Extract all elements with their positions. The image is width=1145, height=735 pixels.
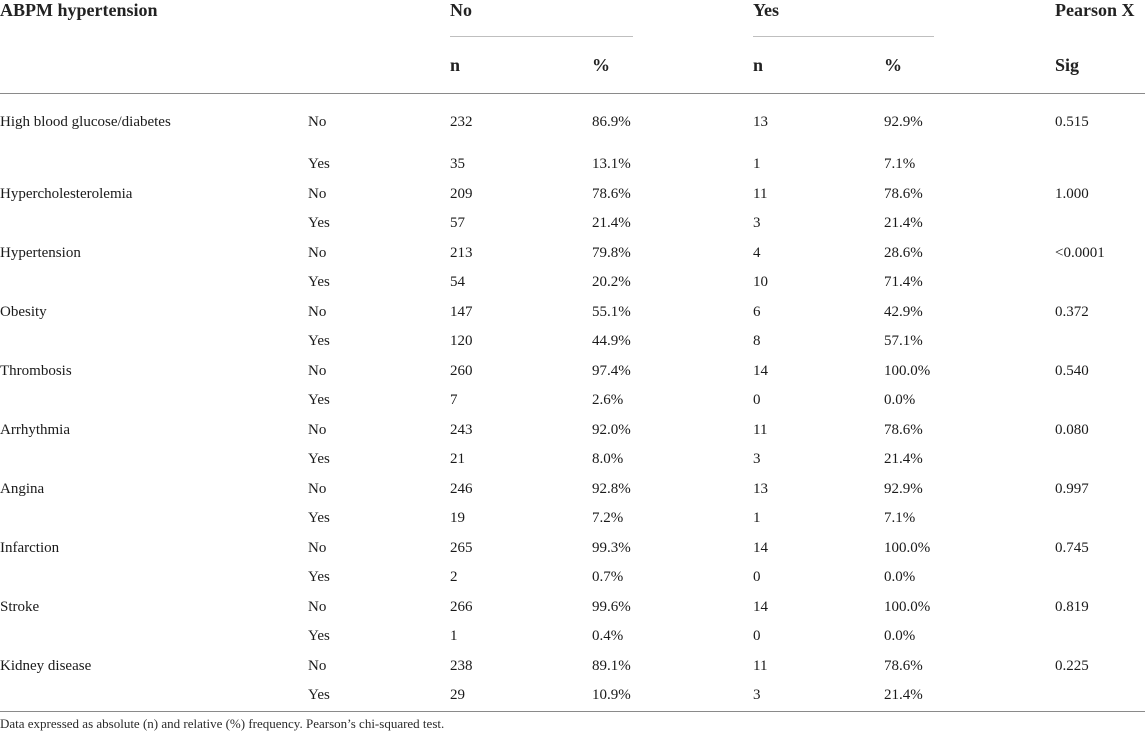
n-no-cell: 54 [450, 274, 465, 291]
condition-cell [0, 504, 308, 534]
pct-no-cell: 99.6% [592, 598, 631, 615]
level-cell: Yes [308, 156, 330, 173]
table-footnote: Data expressed as absolute (n) and relative (%) frequency. Pearson’s chi-squared test. [0, 716, 445, 731]
sig-cell [1055, 681, 1145, 711]
condition-cell [0, 209, 308, 239]
n-yes-cell: 14 [753, 598, 768, 615]
n-yes-cell: 4 [753, 244, 761, 261]
pct-no-cell: 0.4% [592, 628, 624, 645]
sig-cell [1055, 563, 1145, 593]
sig-cell [1055, 445, 1145, 475]
table-row [0, 445, 1145, 475]
sig-cell [1055, 268, 1145, 298]
n-yes-cell: 13 [753, 480, 768, 497]
sig-cell: 0.540 [1055, 362, 1089, 379]
pct-no-cell: 20.2% [592, 274, 631, 291]
n-yes-cell: 3 [753, 451, 761, 468]
n-no-cell: 1 [450, 628, 458, 645]
sig-cell [1055, 386, 1145, 416]
group-no-underline [450, 36, 633, 37]
pct-no-cell: 99.3% [592, 539, 631, 556]
n-no-cell: 213 [450, 244, 473, 261]
condition-cell [0, 268, 308, 298]
pct-no-cell: 86.9% [592, 113, 631, 130]
pct-no-cell: 13.1% [592, 156, 631, 173]
condition-cell: Kidney disease [0, 657, 92, 674]
sig-cell: 0.745 [1055, 539, 1089, 556]
pct-no-cell: 92.0% [592, 421, 631, 438]
n-no-cell: 260 [450, 362, 473, 379]
pct-no-cell: 44.9% [592, 333, 631, 350]
header-sig: Sig [1055, 37, 1145, 94]
n-yes-cell: 1 [753, 510, 761, 527]
table-row [0, 504, 1145, 534]
level-cell: Yes [308, 215, 330, 232]
n-yes-cell: 14 [753, 362, 768, 379]
pct-yes-cell: 100.0% [884, 362, 931, 379]
n-yes-cell: 0 [753, 628, 761, 645]
n-no-cell: 243 [450, 421, 473, 438]
level-cell: No [308, 362, 327, 379]
condition-cell: Hypercholesterolemia [0, 185, 133, 202]
pct-no-cell: 92.8% [592, 480, 631, 497]
level-cell: No [308, 421, 327, 438]
table-row [0, 563, 1145, 593]
n-no-cell: 266 [450, 598, 473, 615]
level-cell: Yes [308, 569, 330, 586]
pct-no-cell: 55.1% [592, 303, 631, 320]
level-cell: Yes [308, 392, 330, 409]
condition-cell: Thrombosis [0, 362, 72, 379]
level-cell: No [308, 303, 327, 320]
pct-yes-cell: 7.1% [884, 510, 916, 527]
n-yes-cell: 11 [753, 185, 768, 202]
table-row [0, 416, 1145, 446]
table-row [0, 652, 1145, 682]
sig-cell: 0.515 [1055, 113, 1089, 130]
table-row [0, 268, 1145, 298]
header-pct-no: % [592, 37, 753, 94]
condition-cell [0, 150, 308, 180]
pct-yes-cell: 100.0% [884, 598, 931, 615]
n-yes-cell: 3 [753, 215, 761, 232]
pct-yes-cell: 21.4% [884, 681, 1055, 711]
n-yes-cell: 1 [753, 156, 761, 173]
table-row [0, 180, 1145, 210]
condition-cell: Angina [0, 480, 45, 497]
n-yes-cell: 6 [753, 303, 761, 320]
pct-yes-cell: 78.6% [884, 657, 923, 674]
table-row [0, 357, 1145, 387]
level-cell: No [308, 539, 327, 556]
pct-yes-cell: 42.9% [884, 303, 923, 320]
condition-cell [0, 563, 308, 593]
condition-cell [0, 445, 308, 475]
n-yes-cell: 8 [753, 333, 761, 350]
pct-no-cell: 79.8% [592, 244, 631, 261]
level-cell: Yes [308, 681, 450, 711]
condition-cell [0, 622, 308, 652]
sig-cell: 0.372 [1055, 303, 1089, 320]
table-row [0, 298, 1145, 328]
pct-yes-cell: 7.1% [884, 156, 916, 173]
header-group-no: No [450, 0, 472, 20]
sig-cell [1055, 622, 1145, 652]
pct-yes-cell: 21.4% [884, 215, 923, 232]
sig-cell: 0.819 [1055, 598, 1089, 615]
condition-cell [0, 681, 308, 711]
n-no-cell: 7 [450, 392, 458, 409]
pct-yes-cell: 100.0% [884, 539, 931, 556]
level-cell: No [308, 185, 327, 202]
sig-cell: 1.000 [1055, 185, 1089, 202]
header-n-yes: n [753, 37, 884, 94]
table-row [0, 593, 1145, 623]
pct-yes-cell: 28.6% [884, 244, 923, 261]
table-row [0, 534, 1145, 564]
table-row [0, 475, 1145, 505]
condition-cell: High blood glucose/diabetes [0, 113, 171, 130]
header-test: Pearson X [1055, 0, 1135, 20]
table-row [0, 239, 1145, 269]
n-no-cell: 19 [450, 510, 465, 527]
level-cell: No [308, 598, 327, 615]
pct-yes-cell: 0.0% [884, 628, 916, 645]
n-no-cell: 2 [450, 569, 458, 586]
header-empty-condition [0, 37, 308, 94]
n-yes-cell: 11 [753, 421, 768, 438]
table-body [0, 94, 1145, 712]
n-yes-cell: 0 [753, 392, 761, 409]
condition-cell: Arrhythmia [0, 421, 70, 438]
level-cell: Yes [308, 451, 330, 468]
n-no-cell: 147 [450, 303, 473, 320]
n-no-cell: 238 [450, 657, 473, 674]
pct-yes-cell: 78.6% [884, 421, 923, 438]
n-yes-cell: 13 [753, 113, 768, 130]
level-cell: Yes [308, 333, 330, 350]
n-no-cell: 57 [450, 215, 465, 232]
pct-no-cell: 10.9% [592, 681, 753, 711]
pct-yes-cell: 71.4% [884, 274, 923, 291]
sig-cell [1055, 209, 1145, 239]
n-yes-cell: 10 [753, 274, 768, 291]
sig-cell: 0.080 [1055, 421, 1089, 438]
pct-yes-cell: 0.0% [884, 392, 916, 409]
level-cell: Yes [308, 274, 330, 291]
condition-cell: Obesity [0, 303, 47, 320]
level-cell: Yes [308, 510, 330, 527]
pct-no-cell: 97.4% [592, 362, 631, 379]
pct-yes-cell: 0.0% [884, 569, 916, 586]
pct-no-cell: 8.0% [592, 451, 624, 468]
level-cell: Yes [308, 628, 330, 645]
header-row-groups [0, 0, 1145, 37]
condition-cell: Stroke [0, 598, 40, 615]
condition-cell: Infarction [0, 539, 60, 556]
level-cell: No [308, 657, 327, 674]
condition-cell [0, 327, 308, 357]
table-row [0, 386, 1145, 416]
n-no-cell: 29 [450, 681, 592, 711]
n-yes-cell: 11 [753, 657, 768, 674]
n-no-cell: 246 [450, 480, 473, 497]
header-row-label: ABPM hypertension [0, 0, 158, 20]
table-row [0, 681, 1145, 711]
n-no-cell: 120 [450, 333, 473, 350]
header-group-yes: Yes [753, 0, 779, 20]
header-empty-level [308, 37, 450, 94]
pct-no-cell: 21.4% [592, 215, 631, 232]
pct-no-cell: 78.6% [592, 185, 631, 202]
n-no-cell: 209 [450, 185, 473, 202]
table-row [0, 622, 1145, 652]
n-no-cell: 265 [450, 539, 473, 556]
sig-cell [1055, 150, 1145, 180]
level-cell: No [308, 480, 327, 497]
pct-yes-cell: 92.9% [884, 113, 923, 130]
condition-cell [0, 386, 308, 416]
sig-cell [1055, 327, 1145, 357]
sig-cell: <0.0001 [1055, 244, 1105, 261]
table-row [0, 327, 1145, 357]
header-row-subcolumns [0, 37, 1145, 94]
table-row [0, 150, 1145, 180]
n-no-cell: 21 [450, 451, 465, 468]
sig-cell [1055, 504, 1145, 534]
sig-cell: 0.225 [1055, 657, 1089, 674]
n-yes-cell: 3 [753, 681, 884, 711]
level-cell: No [308, 113, 327, 130]
condition-cell: Hypertension [0, 244, 81, 261]
group-yes-underline [753, 36, 934, 37]
pct-yes-cell: 57.1% [884, 333, 923, 350]
table-row [0, 94, 1145, 151]
header-pct-yes: % [884, 37, 1055, 94]
n-no-cell: 35 [450, 156, 465, 173]
n-yes-cell: 14 [753, 539, 768, 556]
header-n-no: n [450, 37, 592, 94]
pct-no-cell: 89.1% [592, 657, 631, 674]
pct-no-cell: 2.6% [592, 392, 624, 409]
pct-yes-cell: 21.4% [884, 451, 923, 468]
level-cell: No [308, 244, 327, 261]
n-no-cell: 232 [450, 113, 473, 130]
table-row [0, 209, 1145, 239]
n-yes-cell: 0 [753, 569, 761, 586]
pct-yes-cell: 78.6% [884, 185, 923, 202]
pct-no-cell: 7.2% [592, 510, 624, 527]
sig-cell: 0.997 [1055, 480, 1089, 497]
pct-yes-cell: 92.9% [884, 480, 923, 497]
pct-no-cell: 0.7% [592, 569, 624, 586]
